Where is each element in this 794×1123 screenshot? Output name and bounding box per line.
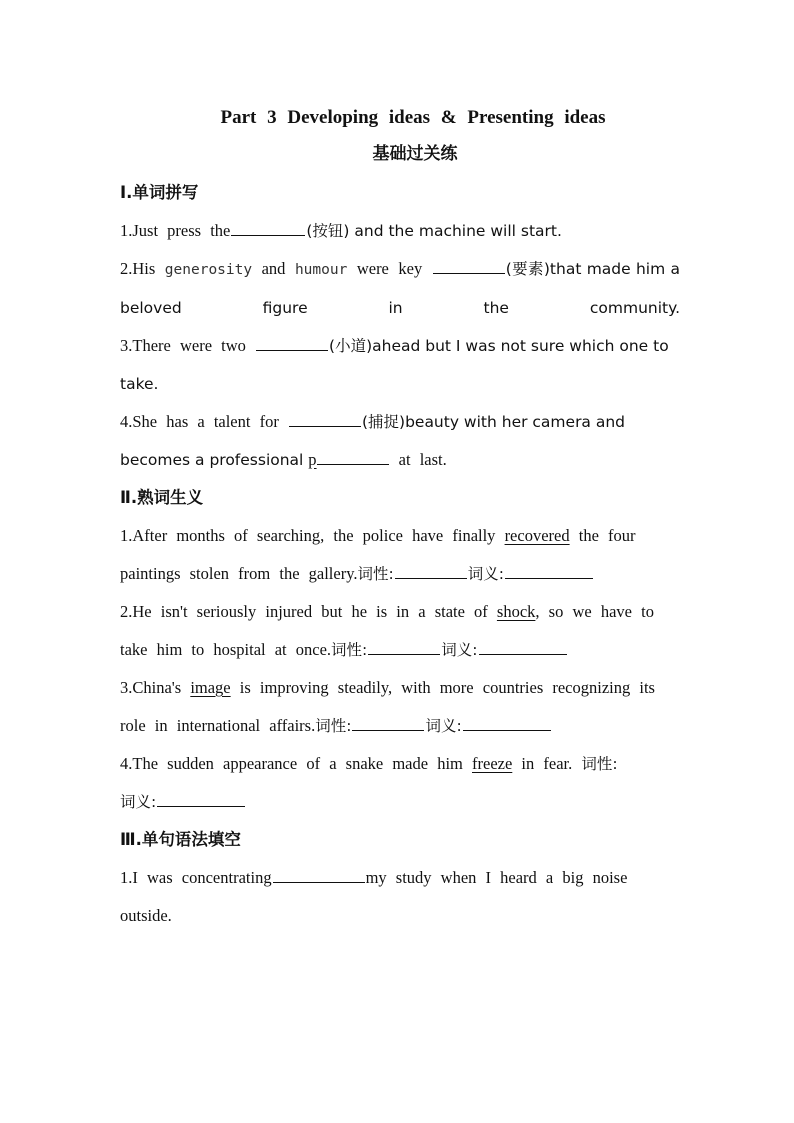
- meaning-label: 词义:: [120, 793, 157, 811]
- spelling-item-3: [120, 327, 680, 403]
- meaning-blank[interactable]: [157, 788, 245, 807]
- item-text: 1.After months of searching, the police have finally: [120, 526, 505, 545]
- meaning-label: 词义:: [441, 641, 478, 659]
- item-text: were key: [347, 259, 432, 278]
- item-text: 2.He isn't seriously injured but he is in a state of: [120, 602, 497, 621]
- pos-label: 词性:: [315, 717, 352, 735]
- item-text: in fear.: [512, 754, 573, 773]
- page-title: Part 3 Developing ideas & Presenting ideas: [220, 107, 606, 128]
- pos-label: 词性:: [331, 641, 368, 659]
- pos-blank[interactable]: [395, 560, 467, 579]
- section-heading-word-meaning: Ⅱ.熟词生义: [120, 488, 204, 507]
- item-text: 3.There were two: [120, 336, 256, 355]
- item-text: at last.: [389, 450, 447, 469]
- answer-blank[interactable]: [231, 217, 305, 236]
- item-text: my study when I heard a big noise outside.: [120, 868, 628, 925]
- item-word: humour: [294, 262, 348, 278]
- item-text: the four paintings stolen from the gallery.: [120, 526, 636, 583]
- pos-label: 词性:: [581, 755, 618, 773]
- item-text: is improving steadily, with more countries recognizing its role in international affairs.: [120, 678, 655, 735]
- pos-label: 词性:: [357, 565, 394, 583]
- item-text: 4.The sudden appearance of a snake made him: [120, 754, 472, 773]
- worksheet-page: [120, 100, 680, 935]
- answer-blank[interactable]: [433, 255, 505, 274]
- item-text: 4.She has a talent for: [120, 412, 288, 431]
- meaning-item-2: [120, 593, 680, 669]
- answer-blank[interactable]: [289, 408, 361, 427]
- answer-blank[interactable]: [273, 864, 365, 883]
- section-heading-spelling: Ⅰ.单词拼写: [120, 183, 199, 202]
- target-word: freeze: [472, 754, 513, 773]
- section-heading-grammar-fill: Ⅲ.单句语法填空: [120, 830, 241, 849]
- grammar-item-1: [120, 859, 680, 935]
- item-text: (小道)ahead but I was not sure which one to take.: [120, 337, 669, 393]
- hint-letter: p: [308, 450, 317, 469]
- meaning-label: 词义:: [467, 565, 504, 583]
- spelling-item-1: [120, 212, 680, 250]
- pos-blank[interactable]: [368, 636, 440, 655]
- item-text: (按钮) and the machine will start.: [306, 222, 562, 240]
- target-word: recovered: [504, 526, 570, 545]
- item-text: 1.Just press the: [120, 221, 231, 240]
- item-text: and: [252, 259, 295, 278]
- spelling-item-2: [120, 250, 680, 327]
- answer-blank[interactable]: [317, 446, 389, 465]
- page-subtitle: 基础过关练: [372, 144, 458, 164]
- pos-blank[interactable]: [352, 712, 424, 731]
- target-word: shock: [496, 602, 536, 621]
- item-text: 3.China's: [120, 678, 191, 697]
- meaning-item-3: [120, 669, 680, 745]
- meaning-label: 词义:: [425, 717, 462, 735]
- meaning-blank[interactable]: [463, 712, 551, 731]
- item-text: 2.His: [120, 259, 165, 278]
- answer-blank[interactable]: [256, 332, 328, 351]
- meaning-item-1: [120, 517, 680, 593]
- item-text: (捕捉)beauty with her camera and becomes a professional: [120, 413, 626, 469]
- meaning-blank[interactable]: [479, 636, 567, 655]
- item-text: (要素)that made him a beloved figure in the community.: [120, 260, 680, 317]
- item-text: , so we have to take him to hospital at once.: [120, 602, 654, 659]
- meaning-item-4: [120, 745, 680, 821]
- spelling-item-4: [120, 403, 680, 479]
- meaning-blank[interactable]: [505, 560, 593, 579]
- item-word: generosity: [164, 262, 253, 278]
- target-word: image: [190, 678, 231, 697]
- item-text: 1.I was concentrating: [120, 868, 272, 887]
